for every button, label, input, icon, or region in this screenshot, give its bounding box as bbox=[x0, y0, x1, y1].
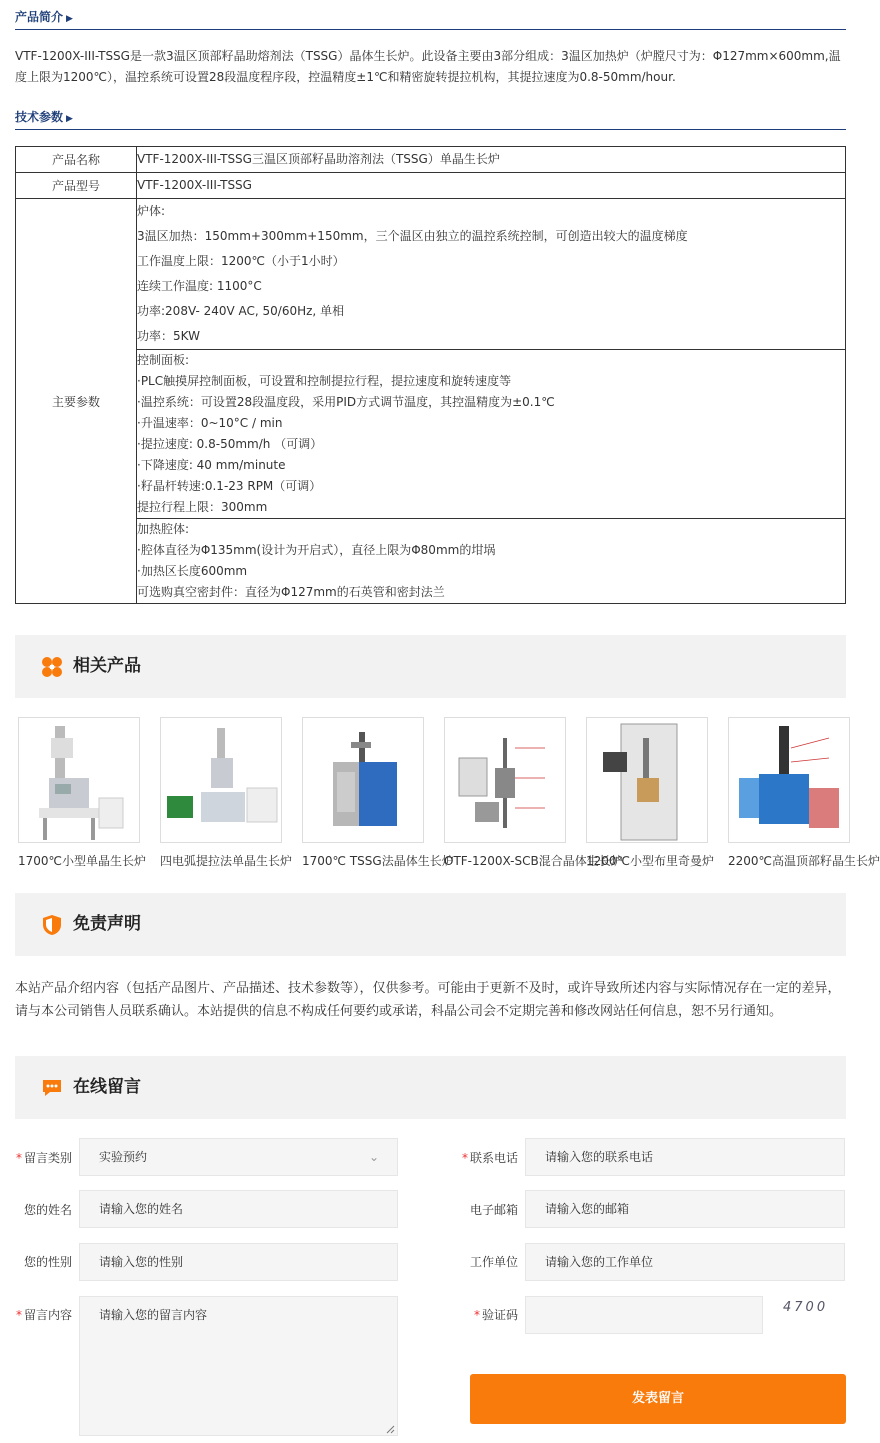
product-name[interactable]: 1200℃小型布里奇曼炉 bbox=[586, 854, 715, 868]
content-textarea[interactable]: 请输入您的留言内容 bbox=[79, 1296, 398, 1436]
submit-button[interactable]: 发表留言 bbox=[470, 1374, 846, 1424]
product-name[interactable]: 四电弧提拉法单晶生长炉 bbox=[160, 854, 293, 868]
spec-key-model: 产品型号 bbox=[16, 173, 137, 199]
related-products-bar bbox=[15, 635, 846, 698]
phone-label: * 联系电话 bbox=[461, 1151, 518, 1165]
phone-input[interactable]: 请输入您的联系电话 bbox=[525, 1138, 845, 1176]
spec-val-model: VTF-1200X-III-TSSG bbox=[137, 173, 846, 199]
grid-icon bbox=[41, 656, 63, 678]
product-card[interactable] bbox=[586, 717, 715, 869]
email-input[interactable]: 请输入您的邮箱 bbox=[525, 1190, 845, 1228]
product-card[interactable] bbox=[728, 717, 880, 869]
spec-key-main: 主要参数 bbox=[16, 199, 137, 604]
captcha-label: * 验证码 bbox=[473, 1308, 518, 1322]
intro-heading: 产品简介 ▶ bbox=[15, 10, 73, 24]
form-bar bbox=[15, 1056, 846, 1119]
product-image[interactable] bbox=[160, 717, 282, 843]
product-name[interactable]: 2200℃高温顶部籽晶生长炉 bbox=[728, 854, 880, 868]
product-image[interactable] bbox=[586, 717, 708, 843]
spec-key-name: 产品名称 bbox=[16, 147, 137, 173]
product-name[interactable]: 1700℃ TSSG法晶体生长炉 bbox=[302, 854, 454, 868]
product-image[interactable] bbox=[728, 717, 850, 843]
spec-val-name: VTF-1200X-III-TSSG三温区顶部籽晶助溶剂法（TSSG）单晶生长炉 bbox=[137, 147, 846, 173]
related-products-title: 相关产品 bbox=[73, 656, 141, 676]
spec-furnace-block: 炉体: 3温区加热：150mm+300mm+150mm，三个温区由独立的温控系统控制，可创造出较大的温度梯度 工作温度上限：1200℃（小于1小时） 连续工作温度: 1100°C 功率:208V- 240V AC, 50/60Hz, 单相 功率：5KW bbox=[137, 204, 688, 343]
triangle-right-icon: ▶ bbox=[66, 114, 73, 124]
chevron-down-icon: ⌄ bbox=[368, 1150, 379, 1164]
name-label: 您的姓名 bbox=[23, 1203, 72, 1217]
resize-handle-icon[interactable] bbox=[386, 1425, 395, 1434]
captcha-input[interactable] bbox=[525, 1296, 763, 1334]
product-card[interactable] bbox=[444, 717, 623, 869]
category-label: * 留言类别 bbox=[15, 1151, 72, 1165]
gender-label: 您的性别 bbox=[23, 1255, 72, 1269]
triangle-right-icon: ▶ bbox=[66, 14, 73, 24]
spec-heading-bar bbox=[15, 108, 846, 130]
disclaimer-text: 本站产品介绍内容（包括产品图片、产品描述、技术参数等），仅供参考。可能由于更新不及时，或许导致所述内容与实际情况存在一定的差异，请与本公司销售人员联系确认。本站提供的信息不构成任何要约或承诺，科晶公司会不定期完善和修改网站任何信息，恕不另行通知。 bbox=[15, 981, 841, 1019]
email-label: 电子邮箱 bbox=[469, 1203, 518, 1217]
product-image[interactable] bbox=[18, 717, 140, 843]
name-input[interactable]: 请输入您的姓名 bbox=[79, 1190, 398, 1228]
category-select[interactable]: 实验预约 ⌄ bbox=[79, 1138, 398, 1176]
product-image[interactable] bbox=[444, 717, 566, 843]
product-name[interactable]: 1700℃小型单晶生长炉 bbox=[18, 854, 147, 868]
captcha-image[interactable]: 4700 bbox=[783, 1300, 829, 1315]
company-input[interactable]: 请输入您的工作单位 bbox=[525, 1243, 845, 1281]
form-title: 在线留言 bbox=[73, 1077, 141, 1097]
product-card[interactable] bbox=[160, 717, 293, 869]
product-list bbox=[18, 717, 880, 877]
product-card[interactable] bbox=[302, 717, 454, 869]
spec-control-block: 控制面板: ·PLC触摸屏控制面板，可设置和控制提拉行程，提拉速度和旋转速度等 ·温控系统：可设置28段温度段，采用PID方式调节温度，其控温精度为±0.1℃ ·升温速率：0~10°C / min ·提拉速度: 0.8-50mm/h （可调） ·下降速度: 40 mm/minute ·籽晶杆转速:0.1-23 RPM（可调） 提拉行程上限：300mm bbox=[137, 349, 845, 518]
disclaimer-bar bbox=[15, 893, 846, 956]
intro-heading-bar bbox=[15, 8, 846, 30]
product-image[interactable] bbox=[302, 717, 424, 843]
content-label: * 留言内容 bbox=[15, 1308, 72, 1322]
company-label: 工作单位 bbox=[469, 1255, 518, 1269]
disclaimer-title: 免责声明 bbox=[73, 914, 141, 934]
spec-chamber-block: 加热腔体: ·腔体直径为Φ135mm(设计为开启式），直径上限为Φ80mm的坩埚 ·加热区长度600mm 可选购真空密封件：直径为Φ127mm的石英管和密封法兰 bbox=[137, 518, 845, 603]
spec-heading: 技术参数 ▶ bbox=[15, 110, 73, 124]
product-card[interactable] bbox=[18, 717, 147, 869]
spec-val-main bbox=[137, 199, 846, 604]
product-name[interactable]: OTF-1200X-SCB混合晶体生长炉 bbox=[444, 854, 623, 868]
gender-input[interactable]: 请输入您的性别 bbox=[79, 1243, 398, 1281]
intro-text: VTF-1200X-III-TSSG是一款3温区顶部籽晶助熔剂法（TSSG）晶体生长炉。此设备主要由3部分组成：3温区加热炉（炉膛尺寸为：Φ127mm×600mm,温度上限为1200℃），温控系统可设置28段温度程序段，控温精度±1℃和精密旋转提拉机构，其提拉速度为0.8-50mm/hour. bbox=[15, 49, 841, 84]
spec-table bbox=[15, 146, 846, 604]
shield-icon bbox=[41, 914, 63, 936]
chat-icon bbox=[41, 1077, 63, 1099]
